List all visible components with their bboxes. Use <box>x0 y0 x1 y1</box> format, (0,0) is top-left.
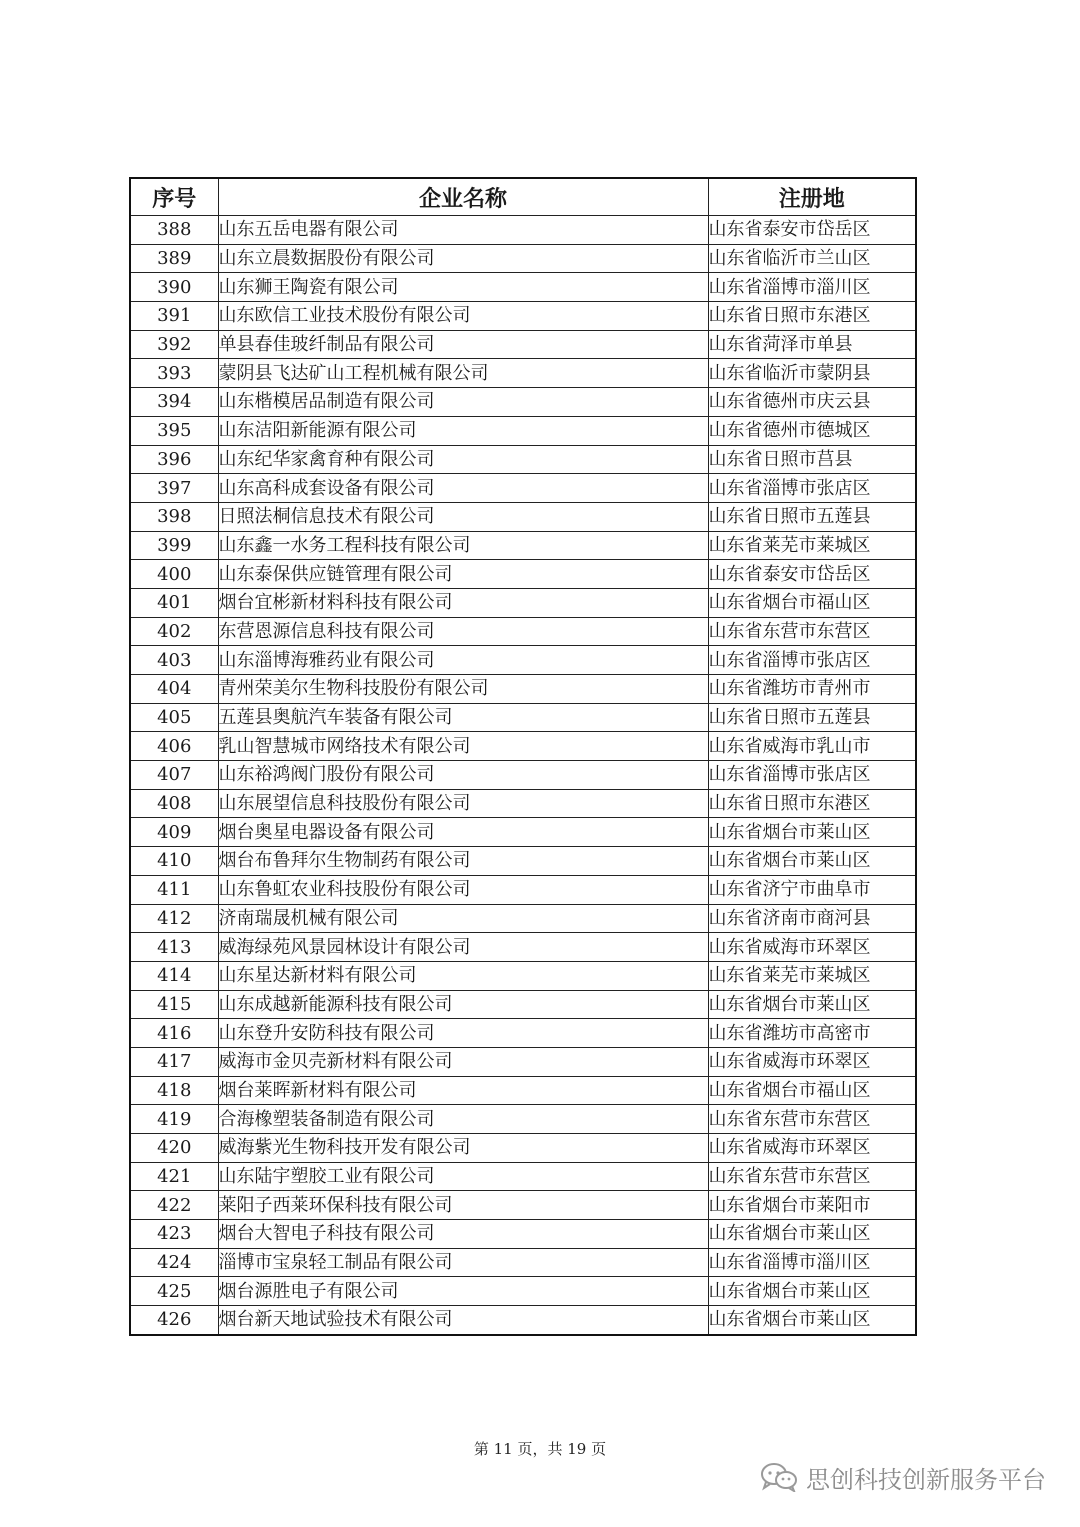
table-row <box>130 990 916 1019</box>
table-row <box>130 675 916 704</box>
serial-cell: 403 <box>130 646 218 675</box>
serial-cell: 424 <box>130 1248 218 1277</box>
registered-place-cell: 山东省东营市东营区 <box>708 1105 916 1134</box>
serial-cell: 411 <box>130 875 218 904</box>
registered-place-cell: 山东省东营市东营区 <box>708 1162 916 1191</box>
serial-cell: 410 <box>130 847 218 876</box>
registered-place-cell: 山东省烟台市莱阳市 <box>708 1191 916 1220</box>
serial-cell: 414 <box>130 961 218 990</box>
company-name-cell: 乳山智慧城市网络技术有限公司 <box>218 732 708 761</box>
table-row <box>130 1220 916 1249</box>
serial-cell: 412 <box>130 904 218 933</box>
table-row <box>130 531 916 560</box>
serial-cell: 407 <box>130 761 218 790</box>
serial-cell: 415 <box>130 990 218 1019</box>
registered-place-cell: 山东省日照市莒县 <box>708 445 916 474</box>
table-row <box>130 703 916 732</box>
company-name-cell: 烟台大智电子科技有限公司 <box>218 1220 708 1249</box>
serial-cell: 398 <box>130 502 218 531</box>
table-row <box>130 1306 916 1335</box>
table-row <box>130 1076 916 1105</box>
serial-cell: 390 <box>130 273 218 302</box>
serial-cell: 420 <box>130 1134 218 1163</box>
company-name-cell: 山东裕鸿阀门股份有限公司 <box>218 761 708 790</box>
table-row <box>130 818 916 847</box>
registered-place-cell: 山东省德州市德城区 <box>708 416 916 445</box>
table-row <box>130 847 916 876</box>
serial-cell: 423 <box>130 1220 218 1249</box>
table-row <box>130 474 916 503</box>
company-name-cell: 东营恩源信息科技有限公司 <box>218 617 708 646</box>
serial-cell: 388 <box>130 216 218 245</box>
table-row <box>130 416 916 445</box>
registered-place-cell: 山东省临沂市兰山区 <box>708 244 916 273</box>
table-row <box>130 646 916 675</box>
registered-place-cell: 山东省烟台市莱山区 <box>708 818 916 847</box>
company-name-cell: 山东五岳电器有限公司 <box>218 216 708 245</box>
serial-cell: 416 <box>130 1019 218 1048</box>
registered-place-cell: 山东省临沂市蒙阴县 <box>708 359 916 388</box>
company-name-cell: 莱阳子西莱环保科技有限公司 <box>218 1191 708 1220</box>
company-name-cell: 日照法桐信息技术有限公司 <box>218 502 708 531</box>
serial-cell: 418 <box>130 1076 218 1105</box>
serial-cell: 395 <box>130 416 218 445</box>
table-row <box>130 560 916 589</box>
company-name-cell: 山东登升安防科技有限公司 <box>218 1019 708 1048</box>
registered-place-cell: 山东省济南市商河县 <box>708 904 916 933</box>
serial-cell: 401 <box>130 588 218 617</box>
registered-place-cell: 山东省威海市乳山市 <box>708 732 916 761</box>
registered-place-cell: 山东省菏泽市单县 <box>708 330 916 359</box>
company-name-cell: 山东展望信息科技股份有限公司 <box>218 789 708 818</box>
company-name-cell: 山东鲁虹农业科技股份有限公司 <box>218 875 708 904</box>
serial-cell: 408 <box>130 789 218 818</box>
registered-place-cell: 山东省日照市五莲县 <box>708 502 916 531</box>
table-row <box>130 617 916 646</box>
registered-place-cell: 山东省烟台市莱山区 <box>708 1277 916 1306</box>
company-name-cell: 山东鑫一水务工程科技有限公司 <box>218 531 708 560</box>
company-name-cell: 蒙阴县飞达矿山工程机械有限公司 <box>218 359 708 388</box>
table-row <box>130 1191 916 1220</box>
table-row <box>130 789 916 818</box>
company-name-cell: 淄博市宝泉轻工制品有限公司 <box>218 1248 708 1277</box>
company-name-cell: 山东高科成套设备有限公司 <box>218 474 708 503</box>
table-row <box>130 273 916 302</box>
table-body <box>130 216 916 1335</box>
table-row <box>130 588 916 617</box>
header-company-name: 企业名称 <box>218 178 708 216</box>
company-name-cell: 烟台新天地试验技术有限公司 <box>218 1306 708 1335</box>
registered-place-cell: 山东省烟台市莱山区 <box>708 990 916 1019</box>
watermark <box>760 1460 1046 1494</box>
table-row <box>130 302 916 331</box>
table-row <box>130 1134 916 1163</box>
registered-place-cell: 山东省莱芜市莱城区 <box>708 961 916 990</box>
registered-place-cell: 山东省泰安市岱岳区 <box>708 216 916 245</box>
table-row <box>130 732 916 761</box>
table-row <box>130 904 916 933</box>
company-name-cell: 威海绿苑风景园林设计有限公司 <box>218 933 708 962</box>
serial-cell: 421 <box>130 1162 218 1191</box>
registered-place-cell: 山东省淄博市张店区 <box>708 761 916 790</box>
company-name-cell: 山东狮王陶瓷有限公司 <box>218 273 708 302</box>
table-row <box>130 1277 916 1306</box>
serial-cell: 394 <box>130 388 218 417</box>
registered-place-cell: 山东省日照市东港区 <box>708 302 916 331</box>
serial-cell: 413 <box>130 933 218 962</box>
registered-place-cell: 山东省烟台市莱山区 <box>708 847 916 876</box>
serial-cell: 425 <box>130 1277 218 1306</box>
registered-place-cell: 山东省威海市环翠区 <box>708 1047 916 1076</box>
company-name-cell: 合海橡塑装备制造有限公司 <box>218 1105 708 1134</box>
table-row <box>130 216 916 245</box>
serial-cell: 426 <box>130 1306 218 1335</box>
registered-place-cell: 山东省东营市东营区 <box>708 617 916 646</box>
company-name-cell: 山东陆宇塑胶工业有限公司 <box>218 1162 708 1191</box>
registered-place-cell: 山东省日照市五莲县 <box>708 703 916 732</box>
serial-cell: 409 <box>130 818 218 847</box>
company-name-cell: 烟台源胜电子有限公司 <box>218 1277 708 1306</box>
registered-place-cell: 山东省潍坊市高密市 <box>708 1019 916 1048</box>
registered-place-cell: 山东省莱芜市莱城区 <box>708 531 916 560</box>
company-name-cell: 威海紫光生物科技开发有限公司 <box>218 1134 708 1163</box>
table-row <box>130 875 916 904</box>
company-name-cell: 济南瑞晟机械有限公司 <box>218 904 708 933</box>
serial-cell: 400 <box>130 560 218 589</box>
table-row <box>130 330 916 359</box>
table-row <box>130 502 916 531</box>
registered-place-cell: 山东省淄博市淄川区 <box>708 1248 916 1277</box>
serial-cell: 391 <box>130 302 218 331</box>
registered-place-cell: 山东省淄博市淄川区 <box>708 273 916 302</box>
company-name-cell: 单县春佳玻纤制品有限公司 <box>218 330 708 359</box>
serial-cell: 399 <box>130 531 218 560</box>
company-name-cell: 山东洁阳新能源有限公司 <box>218 416 708 445</box>
enterprise-table <box>129 177 917 1336</box>
company-name-cell: 青州荣美尔生物科技股份有限公司 <box>218 675 708 704</box>
company-name-cell: 烟台莱晖新材料有限公司 <box>218 1076 708 1105</box>
company-name-cell: 山东成越新能源科技有限公司 <box>218 990 708 1019</box>
registered-place-cell: 山东省烟台市莱山区 <box>708 1306 916 1335</box>
table-row <box>130 1248 916 1277</box>
company-name-cell: 烟台宜彬新材料科技有限公司 <box>218 588 708 617</box>
company-name-cell: 山东纪华家禽育种有限公司 <box>218 445 708 474</box>
serial-cell: 397 <box>130 474 218 503</box>
serial-cell: 419 <box>130 1105 218 1134</box>
serial-cell: 389 <box>130 244 218 273</box>
table-row <box>130 359 916 388</box>
table-row <box>130 445 916 474</box>
serial-cell: 405 <box>130 703 218 732</box>
registered-place-cell: 山东省淄博市张店区 <box>708 646 916 675</box>
table-row <box>130 961 916 990</box>
company-name-cell: 五莲县奥航汽车装备有限公司 <box>218 703 708 732</box>
serial-cell: 417 <box>130 1047 218 1076</box>
registered-place-cell: 山东省淄博市张店区 <box>708 474 916 503</box>
table-row <box>130 244 916 273</box>
registered-place-cell: 山东省济宁市曲阜市 <box>708 875 916 904</box>
company-name-cell: 烟台奥星电器设备有限公司 <box>218 818 708 847</box>
serial-cell: 406 <box>130 732 218 761</box>
serial-cell: 396 <box>130 445 218 474</box>
serial-cell: 393 <box>130 359 218 388</box>
company-name-cell: 山东欧信工业技术股份有限公司 <box>218 302 708 331</box>
company-name-cell: 山东星达新材料有限公司 <box>218 961 708 990</box>
registered-place-cell: 山东省潍坊市青州市 <box>708 675 916 704</box>
serial-cell: 404 <box>130 675 218 704</box>
table-header-row <box>130 178 916 216</box>
table-row <box>130 933 916 962</box>
company-name-cell: 山东泰保供应链管理有限公司 <box>218 560 708 589</box>
table-row <box>130 1105 916 1134</box>
company-name-cell: 烟台布鲁拜尔生物制药有限公司 <box>218 847 708 876</box>
company-name-cell: 威海市金贝壳新材料有限公司 <box>218 1047 708 1076</box>
wechat-icon <box>760 1462 798 1492</box>
serial-cell: 402 <box>130 617 218 646</box>
header-registered-place: 注册地 <box>708 178 916 216</box>
registered-place-cell: 山东省烟台市福山区 <box>708 1076 916 1105</box>
registered-place-cell: 山东省威海市环翠区 <box>708 1134 916 1163</box>
registered-place-cell: 山东省日照市东港区 <box>708 789 916 818</box>
company-name-cell: 山东淄博海雅药业有限公司 <box>218 646 708 675</box>
company-name-cell: 山东楷模居品制造有限公司 <box>218 388 708 417</box>
serial-cell: 392 <box>130 330 218 359</box>
page-number: 第 11 页，共 19 页 <box>473 1440 607 1458</box>
table-row <box>130 1019 916 1048</box>
table-row <box>130 388 916 417</box>
company-name-cell: 山东立晨数据股份有限公司 <box>218 244 708 273</box>
table-row <box>130 1162 916 1191</box>
registered-place-cell: 山东省泰安市岱岳区 <box>708 560 916 589</box>
serial-cell: 422 <box>130 1191 218 1220</box>
table-row <box>130 1047 916 1076</box>
registered-place-cell: 山东省烟台市莱山区 <box>708 1220 916 1249</box>
registered-place-cell: 山东省德州市庆云县 <box>708 388 916 417</box>
registered-place-cell: 山东省烟台市福山区 <box>708 588 916 617</box>
registered-place-cell: 山东省威海市环翠区 <box>708 933 916 962</box>
table-row <box>130 761 916 790</box>
watermark-text: 思创科技创新服务平台 <box>806 1465 1046 1494</box>
header-serial: 序号 <box>130 178 218 216</box>
